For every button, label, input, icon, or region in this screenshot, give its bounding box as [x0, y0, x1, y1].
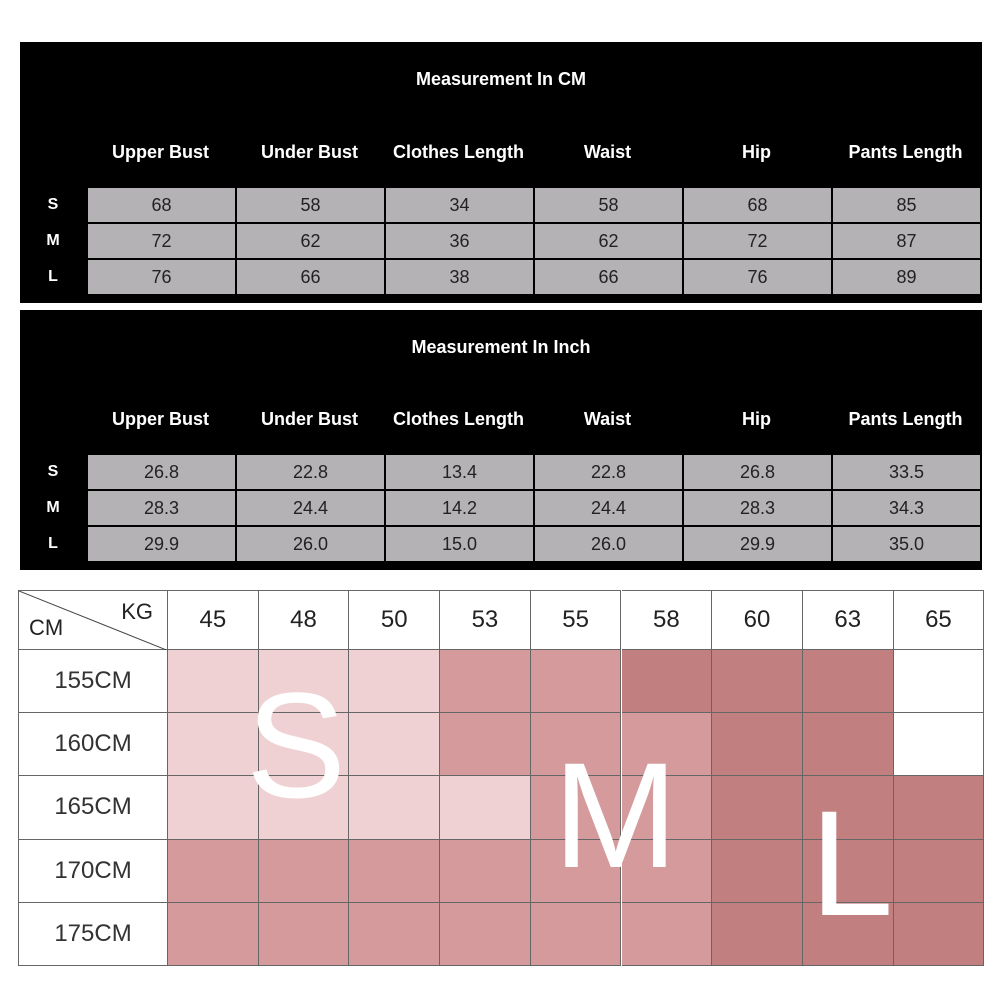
weight-header: 53 [440, 590, 531, 650]
size-zone-cell [440, 713, 531, 776]
inch-table-cell: 26.8 [88, 455, 235, 489]
size-zone-cell [531, 903, 622, 966]
size-zone-cell [894, 903, 985, 966]
size-zone-cell [712, 650, 803, 713]
inch-row-label: S [47, 463, 59, 480]
height-label: 165CM [18, 776, 168, 839]
cm-table-cell: 34 [386, 188, 533, 222]
cm-table-title: Measurement In CM [415, 69, 587, 89]
weight-header: 58 [622, 590, 713, 650]
corner-kg-label: KG [121, 599, 153, 624]
size-zone-cell [440, 776, 531, 839]
size-zone-cell [803, 650, 894, 713]
inch-row-label: M [46, 499, 60, 516]
weight-header: 45 [168, 590, 259, 650]
size-zone-cell [622, 903, 713, 966]
inch-header-hip: Hip [742, 409, 771, 429]
cm-row-label: S [47, 196, 59, 213]
inch-table-cell: 26.8 [684, 455, 831, 489]
cm-table-cell: 68 [684, 188, 831, 222]
size-zone-cell [259, 840, 350, 903]
size-zone-cell [622, 650, 713, 713]
cm-table-cell: 62 [237, 224, 384, 258]
size-zone-cell [712, 903, 803, 966]
inch-table-cell: 29.9 [684, 527, 831, 561]
cm-table-cell: 68 [88, 188, 235, 222]
cm-table-cell: 62 [535, 224, 682, 258]
inch-table-cell: 28.3 [684, 491, 831, 525]
size-zone-cell [531, 650, 622, 713]
height-label: 170CM [18, 840, 168, 903]
inch-table-cell: 33.5 [833, 455, 980, 489]
weight-header: 63 [803, 590, 894, 650]
size-zone-cell [803, 713, 894, 776]
inch-table-cell: 34.3 [833, 491, 980, 525]
height-label: 175CM [18, 903, 168, 966]
inch-header-under-bust: Under Bust [260, 409, 358, 429]
size-letter-m: M [553, 731, 678, 899]
size-zone-cell [168, 840, 259, 903]
size-zone-cell [440, 903, 531, 966]
grid-corner [18, 590, 168, 650]
size-zone-cell [349, 903, 440, 966]
inch-table-cell: 29.9 [88, 527, 235, 561]
size-zone-cell [168, 903, 259, 966]
cm-table [20, 42, 982, 303]
inch-header-clothes-length: Clothes Length [393, 409, 524, 429]
size-zone-cell [894, 650, 985, 713]
inch-header-waist: Waist [583, 409, 632, 429]
height-label: 155CM [18, 650, 168, 713]
inch-table-cell: 28.3 [88, 491, 235, 525]
inch-table-cell: 13.4 [386, 455, 533, 489]
inch-row-label: L [48, 535, 58, 552]
inch-table-cell: 14.2 [386, 491, 533, 525]
inch-table-title: Measurement In Inch [411, 337, 591, 357]
size-zone-cell [712, 840, 803, 903]
cm-table-cell: 89 [833, 260, 980, 294]
inch-table-cell: 26.0 [535, 527, 682, 561]
size-recommendation-grid [18, 590, 984, 966]
size-zone-cell [894, 713, 985, 776]
corner-cm-label: CM [29, 615, 64, 640]
weight-header: 65 [894, 590, 985, 650]
inch-header-pants-length: Pants Length [848, 409, 963, 429]
inch-table-cell: 24.4 [237, 491, 384, 525]
cm-header-upper-bust: Upper Bust [111, 142, 209, 162]
inch-header-upper-bust: Upper Bust [111, 409, 209, 429]
size-letter-s: S [246, 661, 347, 829]
cm-table-cell: 58 [535, 188, 682, 222]
cm-table-cell: 72 [88, 224, 235, 258]
cm-table-cell: 76 [684, 260, 831, 294]
cm-row-label: M [46, 232, 60, 249]
weight-header: 55 [531, 590, 622, 650]
inch-table-cell: 24.4 [535, 491, 682, 525]
cm-table-cell: 85 [833, 188, 980, 222]
size-zone-cell [712, 776, 803, 839]
size-zone-cell [349, 650, 440, 713]
inch-table-cell: 15.0 [386, 527, 533, 561]
cm-header-hip: Hip [742, 142, 771, 162]
inch-table-cell: 22.8 [237, 455, 384, 489]
size-zone-cell [349, 776, 440, 839]
size-zone-cell [894, 776, 985, 839]
height-label: 160CM [18, 713, 168, 776]
size-zone-cell [894, 840, 985, 903]
cm-table-cell: 66 [535, 260, 682, 294]
weight-header: 48 [259, 590, 350, 650]
cm-table-cell: 76 [88, 260, 235, 294]
cm-header-pants-length: Pants Length [848, 142, 963, 162]
weight-header: 50 [349, 590, 440, 650]
cm-table-cell: 72 [684, 224, 831, 258]
inch-table [20, 310, 982, 570]
cm-table-cell: 38 [386, 260, 533, 294]
inch-table-cell: 22.8 [535, 455, 682, 489]
cm-table-cell: 66 [237, 260, 384, 294]
size-zone-cell [259, 903, 350, 966]
size-zone-cell [440, 650, 531, 713]
size-zone-cell [349, 713, 440, 776]
cm-header-under-bust: Under Bust [260, 142, 358, 162]
size-zone-cell [712, 713, 803, 776]
weight-header: 60 [712, 590, 803, 650]
cm-header-waist: Waist [583, 142, 632, 162]
cm-table-cell: 87 [833, 224, 980, 258]
inch-table-cell: 35.0 [833, 527, 980, 561]
inch-table-cell: 26.0 [237, 527, 384, 561]
cm-row-label: L [48, 268, 58, 285]
cm-table-cell: 58 [237, 188, 384, 222]
size-letter-l: L [810, 779, 894, 947]
size-zone-cell [440, 840, 531, 903]
cm-table-cell: 36 [386, 224, 533, 258]
cm-header-clothes-length: Clothes Length [393, 142, 524, 162]
size-zone-cell [349, 840, 440, 903]
